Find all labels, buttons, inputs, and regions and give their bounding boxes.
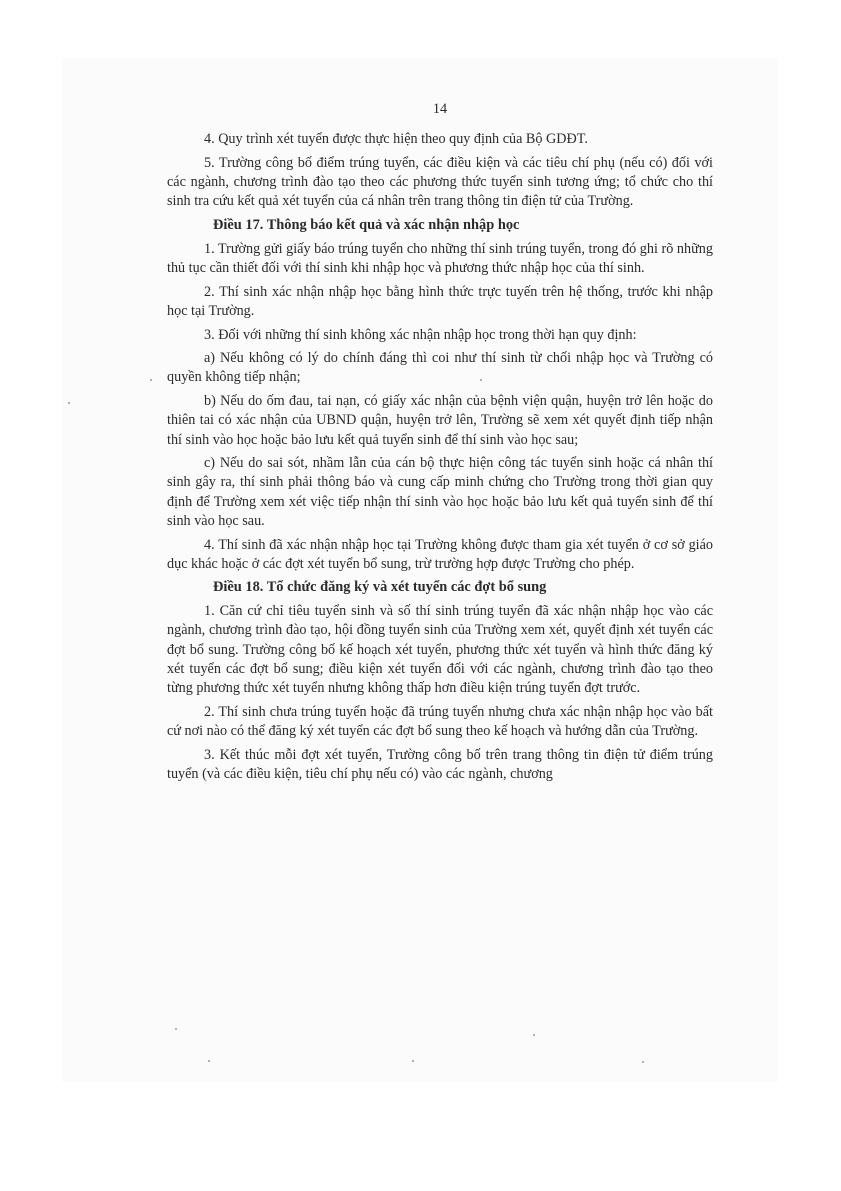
article-17-item-1: 1. Trường gửi giấy báo trúng tuyển cho những thí sinh trúng tuyển, trong đó ghi rõ những thủ tục cần thiết đối với thí sinh khi nhập học và phương thức nhập học của thí sinh. [167, 240, 713, 276]
document-page [167, 100, 713, 784]
article-17-item-4: 4. Thí sinh đã xác nhận nhập học tại Trường không được tham gia xét tuyển ở cơ sở giáo dục khác hoặc ở các đợt xét tuyển bổ sung, trừ trường hợp được Trường cho phép. [167, 536, 713, 572]
scan-speck [480, 379, 482, 381]
scan-speck [68, 402, 70, 404]
article-17-item-3a: a) Nếu không có lý do chính đáng thì coi như thí sinh từ chối nhập học và Trường có quyền không tiếp nhận; [167, 350, 713, 386]
paragraph-item-5-announce: 5. Trường công bố điểm trúng tuyển, các điều kiện và các tiêu chí phụ (nếu có) đối với các ngành, chương trình đào tạo theo các phương thức tuyển sinh tương ứng; tổ chức cho thí sinh tra cứu kết quả xét tuyển của cá nhân trên trang thông tin điện tử của Trường. [167, 154, 713, 210]
article-18-item-2: 2. Thí sinh chưa trúng tuyển hoặc đã trúng tuyển nhưng chưa xác nhận nhập học vào bất cứ nơi nào có thể đăng ký xét tuyển các đợt bổ sung theo kế hoạch và hướng dẫn của Trường. [167, 703, 713, 739]
scan-speck [208, 1060, 210, 1062]
scan-speck [642, 1061, 644, 1063]
scan-speck [412, 1060, 414, 1062]
article-17-item-3b: b) Nếu do ốm đau, tai nạn, có giấy xác nhận của bệnh viện quận, huyện trở lên hoặc do thiên tai có xác nhận của UBND quận, huyện trở lên, Trường sẽ xem xét quyết định tiếp nhận thí sinh vào học hoặc bảo lưu kết quả tuyển sinh để thí sinh vào học sau; [167, 393, 713, 448]
scan-speck [175, 1028, 177, 1030]
article-17-heading: Điều 17. Thông báo kết quả và xác nhận nhập học [213, 217, 520, 234]
article-18-item-3: 3. Kết thúc mỗi đợt xét tuyển, Trường công bố trên trang thông tin điện tử điểm trúng tuyển (và các điều kiện, tiêu chí phụ nếu có) vào các ngành, chương [167, 746, 713, 782]
scan-speck [533, 1034, 535, 1036]
article-17-item-2: 2. Thí sinh xác nhận nhập học bằng hình thức trực tuyến trên hệ thống, trước khi nhập học tại Trường. [167, 283, 713, 319]
article-18-heading: Điều 18. Tổ chức đăng ký và xét tuyển các đợt bổ sung [213, 579, 547, 596]
paragraph-item-4-process: 4. Quy trình xét tuyển được thực hiện theo quy định của Bộ GDĐT. [204, 131, 588, 148]
article-17-item-3: 3. Đối với những thí sinh không xác nhận nhập học trong thời hạn quy định: [204, 326, 637, 343]
article-18-item-1: 1. Căn cứ chỉ tiêu tuyển sinh và số thí sinh trúng tuyển đã xác nhận nhập học vào các ngành, chương trình đào tạo, hội đồng tuyển sinh của Trường xem xét, quyết định xét tuyển các đợt bổ sung. Trường công bố kế hoạch xét tuyển, phương thức xét tuyển và hình thức đăng ký xét tuyển các đợt bổ sung; điều kiện xét tuyển đối với các ngành, chương trình đào tạo theo từng phương thức xét tuyển nhưng không thấp hơn điều kiện trúng tuyển đợt trước. [167, 603, 713, 696]
article-17-item-3c: c) Nếu do sai sót, nhầm lẫn của cán bộ thực hiện công tác tuyển sinh hoặc cá nhân thí sinh gây ra, thí sinh phải thông báo và cung cấp minh chứng cho Trường trong thời gian quy định để Trường xem xét việc tiếp nhận thí sinh vào học hoặc bảo lưu kết quả tuyển sinh để thí sinh vào học sau. [167, 455, 713, 529]
page-number: 14 [432, 101, 448, 117]
scan-speck [150, 379, 152, 381]
